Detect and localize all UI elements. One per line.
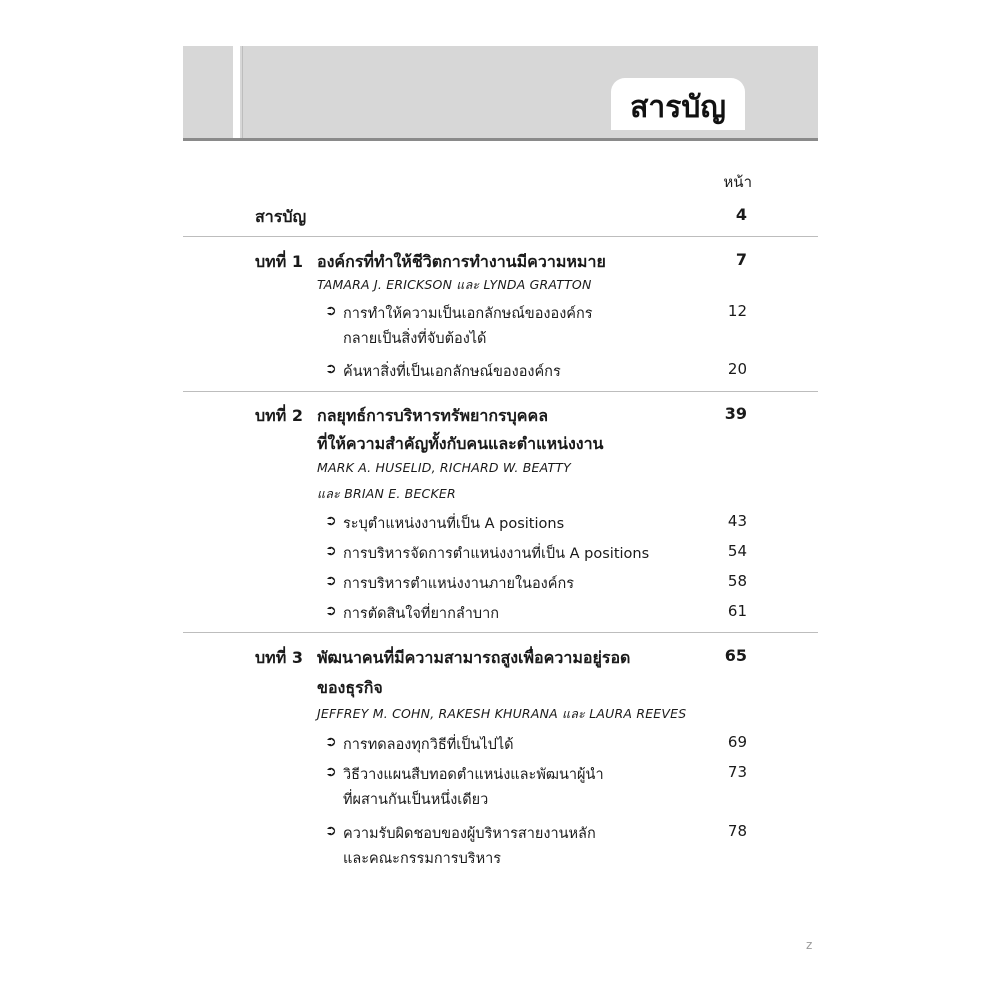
bullet-icon: ➲: [325, 303, 337, 319]
section-title[interactable]: ระบุตำแหน่งงานที่เป็น A positions: [343, 516, 565, 532]
chapter-title-cont[interactable]: ของธุรกิจ: [317, 678, 383, 697]
bullet-icon: ➲: [325, 734, 337, 750]
page-column-label: หน้า: [723, 173, 752, 191]
bullet-icon: ➲: [325, 764, 337, 780]
toc-entry-page: 4: [735, 205, 747, 224]
banner-rule: [183, 138, 818, 141]
section-title[interactable]: ความรับผิดชอบของผู้บริหารสายงานหลัก: [343, 826, 596, 842]
bullet-icon: ➲: [325, 361, 337, 377]
bullet-icon: ➲: [325, 513, 337, 529]
chapter-title[interactable]: องค์กรที่ทำให้ชีวิตการทำงานมีความหมาย: [317, 252, 606, 271]
section-page: 43: [727, 512, 747, 530]
section-page: 58: [727, 572, 747, 590]
chapter-label: บทที่ 2: [255, 406, 303, 425]
section-page: 61: [727, 602, 747, 620]
chapter-authors-cont: และ BRIAN E. BECKER: [317, 486, 456, 501]
section-title-cont[interactable]: ที่ผสานกันเป็นหนึ่งเดียว: [343, 792, 489, 808]
chapter-label: บทที่ 3: [255, 648, 303, 667]
section-page: 73: [727, 763, 747, 781]
section-title[interactable]: การบริหารตำแหน่งงานภายในองค์กร: [343, 576, 575, 592]
section-title[interactable]: วิธีวางแผนสืบทอดตำแหน่งและพัฒนาผู้นำ: [343, 767, 604, 783]
chapter-page: 39: [724, 404, 747, 423]
chapter-label: บทที่ 1: [255, 252, 303, 271]
section-title[interactable]: การทำให้ความเป็นเอกลักษณ์ขององค์กร: [343, 306, 593, 322]
section-page: 12: [727, 302, 747, 320]
chapter-authors: TAMARA J. ERICKSON และ LYNDA GRATTON: [317, 277, 592, 292]
chapter-authors: JEFFREY M. COHN, RAKESH KHURANA และ LAURA REEVES: [317, 706, 687, 721]
bullet-icon: ➲: [325, 823, 337, 839]
section-page: 20: [727, 360, 747, 378]
bullet-icon: ➲: [325, 543, 337, 559]
section-title[interactable]: การตัดสินใจที่ยากลำบาก: [343, 606, 500, 622]
section-title[interactable]: ค้นหาสิ่งที่เป็นเอกลักษณ์ขององค์กร: [343, 364, 561, 380]
chapter-3: [255, 646, 775, 871]
section-title[interactable]: การทดลองทุกวิธีที่เป็นไปได้: [343, 737, 514, 753]
chapter-page: 65: [724, 646, 747, 665]
page-title: สารบัญ: [630, 90, 726, 125]
separator: [183, 632, 818, 633]
footer-mark: z: [806, 938, 813, 952]
chapter-1: [255, 250, 775, 390]
section-title-cont[interactable]: กลายเป็นสิ่งที่จับต้องได้: [343, 331, 487, 347]
chapter-2: [255, 404, 775, 629]
bullet-icon: ➲: [325, 573, 337, 589]
chapter-authors: MARK A. HUSELID, RICHARD W. BEATTY: [317, 460, 571, 475]
section-page: 69: [727, 733, 747, 751]
toc-entry-label: สารบัญ: [255, 207, 307, 226]
chapter-title[interactable]: กลยุทธ์การบริหารทรัพยากรบุคคล: [317, 406, 549, 425]
section-page: 54: [727, 542, 747, 560]
separator: [183, 236, 818, 237]
section-title-cont[interactable]: และคณะกรรมการบริหาร: [343, 851, 502, 867]
banner-divider: [233, 46, 240, 138]
banner-divider-line: [242, 46, 243, 138]
chapter-page: 7: [735, 250, 747, 269]
section-title[interactable]: การบริหารจัดการตำแหน่งงานที่เป็น A positions: [343, 546, 650, 562]
bullet-icon: ➲: [325, 603, 337, 619]
section-page: 78: [727, 822, 747, 840]
chapter-title[interactable]: พัฒนาคนที่มีความสามารถสูงเพื่อความอยู่รอด: [317, 648, 631, 667]
separator: [183, 391, 818, 392]
chapter-title-cont[interactable]: ที่ให้ความสำคัญทั้งกับคนและตำแหน่งงาน: [317, 434, 604, 453]
